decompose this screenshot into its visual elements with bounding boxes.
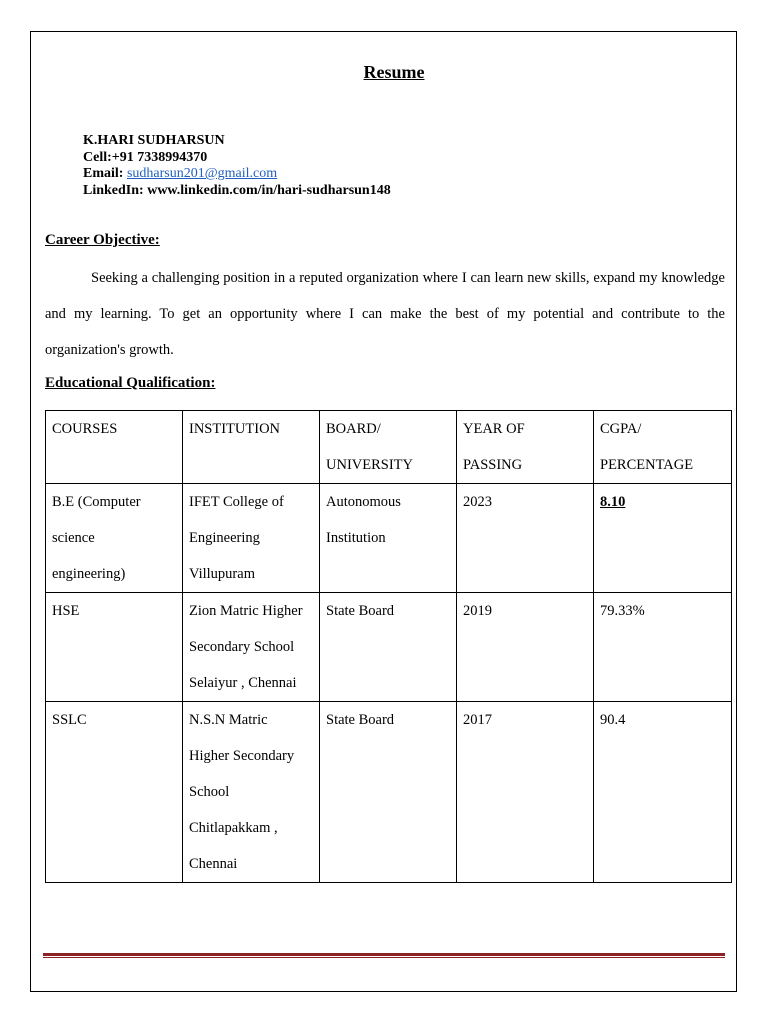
candidate-name: K.HARI SUDHARSUN: [83, 133, 225, 148]
header-line: UNIVERSITY: [326, 457, 413, 473]
cell-line: Higher Secondary: [189, 748, 295, 764]
linkedin-line: [83, 183, 391, 200]
email-label: Email:: [83, 166, 127, 181]
cell-institution: [183, 702, 320, 883]
cell-line: 2017: [463, 712, 492, 728]
document-title: Resume: [363, 62, 425, 82]
header-line: COURSES: [52, 421, 118, 437]
header-board: [320, 411, 457, 484]
cell-line: Chitlapakkam ,: [189, 820, 278, 836]
cell-line: Autonomous: [326, 494, 401, 510]
cell-line: 90.4: [600, 712, 626, 728]
education-heading: Educational Qualification:: [45, 375, 216, 391]
header-line: INSTITUTION: [189, 421, 281, 437]
cell-board: [320, 593, 457, 702]
cell-line: Engineering: [189, 530, 260, 546]
cell-line: SSLC: [52, 712, 87, 728]
cell-line: N.S.N Matric: [189, 712, 268, 728]
header-line: PERCENTAGE: [600, 457, 694, 473]
cell-year: [457, 484, 594, 593]
header-courses: [46, 411, 183, 484]
education-table: [45, 410, 732, 883]
cell-line: engineering): [52, 566, 126, 582]
cell-institution: [183, 593, 320, 702]
cell-score: [594, 484, 732, 593]
cell-line: B.E (Computer: [52, 494, 141, 510]
cell-year: [457, 702, 594, 883]
cell-value: +91 7338994370: [111, 149, 208, 165]
cell-line: Zion Matric Higher: [189, 603, 303, 619]
cell-course: [46, 593, 183, 702]
header-line: YEAR OF: [463, 421, 525, 437]
email-link[interactable]: sudharsun201@gmail.com: [126, 166, 278, 181]
table-row: [46, 593, 732, 702]
header-line: BOARD/: [326, 421, 381, 437]
cell-line: science: [52, 530, 95, 546]
table-row: [46, 702, 732, 883]
table-header-row: [46, 411, 732, 484]
cell-line: Chennai: [189, 856, 238, 872]
header-line: PASSING: [463, 457, 523, 473]
cell-line: School: [189, 784, 230, 800]
cell-line: Villupuram: [189, 566, 255, 582]
header-score: [594, 411, 732, 484]
cell-line: 79.33%: [600, 603, 645, 619]
header-institution: [183, 411, 320, 484]
cell-line: State Board: [326, 603, 395, 619]
cell-course: [46, 702, 183, 883]
cell-line: 8.10: [600, 494, 626, 510]
cell-line: Secondary School: [189, 639, 295, 655]
cell-line: Institution: [326, 530, 386, 546]
career-objective-heading: Career Objective:: [45, 232, 160, 248]
cell-board: [320, 484, 457, 593]
linkedin-value: www.linkedin.com/in/hari-sudharsun148: [147, 182, 391, 198]
cell-line: [83, 150, 391, 167]
footer-rule-thin: [43, 957, 725, 958]
contact-block: [83, 133, 391, 199]
cell-institution: [183, 484, 320, 593]
career-objective-text: Seeking a challenging position in a reputed organization where I can learn new skills, expand my knowledge and my learning. To get an opportunity where I can make the best of my potential and contribute to the organization's growth.: [45, 270, 725, 358]
cell-line: IFET College of: [189, 494, 284, 510]
cell-line: 2019: [463, 603, 492, 619]
cell-score: [594, 593, 732, 702]
footer-rule-thick: [43, 953, 725, 956]
cell-year: [457, 593, 594, 702]
table-row: [46, 484, 732, 593]
footer-rule: [43, 953, 725, 959]
cell-line: HSE: [52, 603, 80, 619]
header-line: CGPA/: [600, 421, 642, 437]
cell-line: 2023: [463, 494, 492, 510]
header-year: [457, 411, 594, 484]
cell-score: [594, 702, 732, 883]
cell-label: Cell:: [83, 149, 112, 165]
cell-course: [46, 484, 183, 593]
cell-line: State Board: [326, 712, 395, 728]
email-line: [83, 166, 391, 183]
linkedin-label: LinkedIn:: [83, 182, 148, 198]
cell-line: Selaiyur , Chennai: [189, 675, 297, 691]
cell-board: [320, 702, 457, 883]
